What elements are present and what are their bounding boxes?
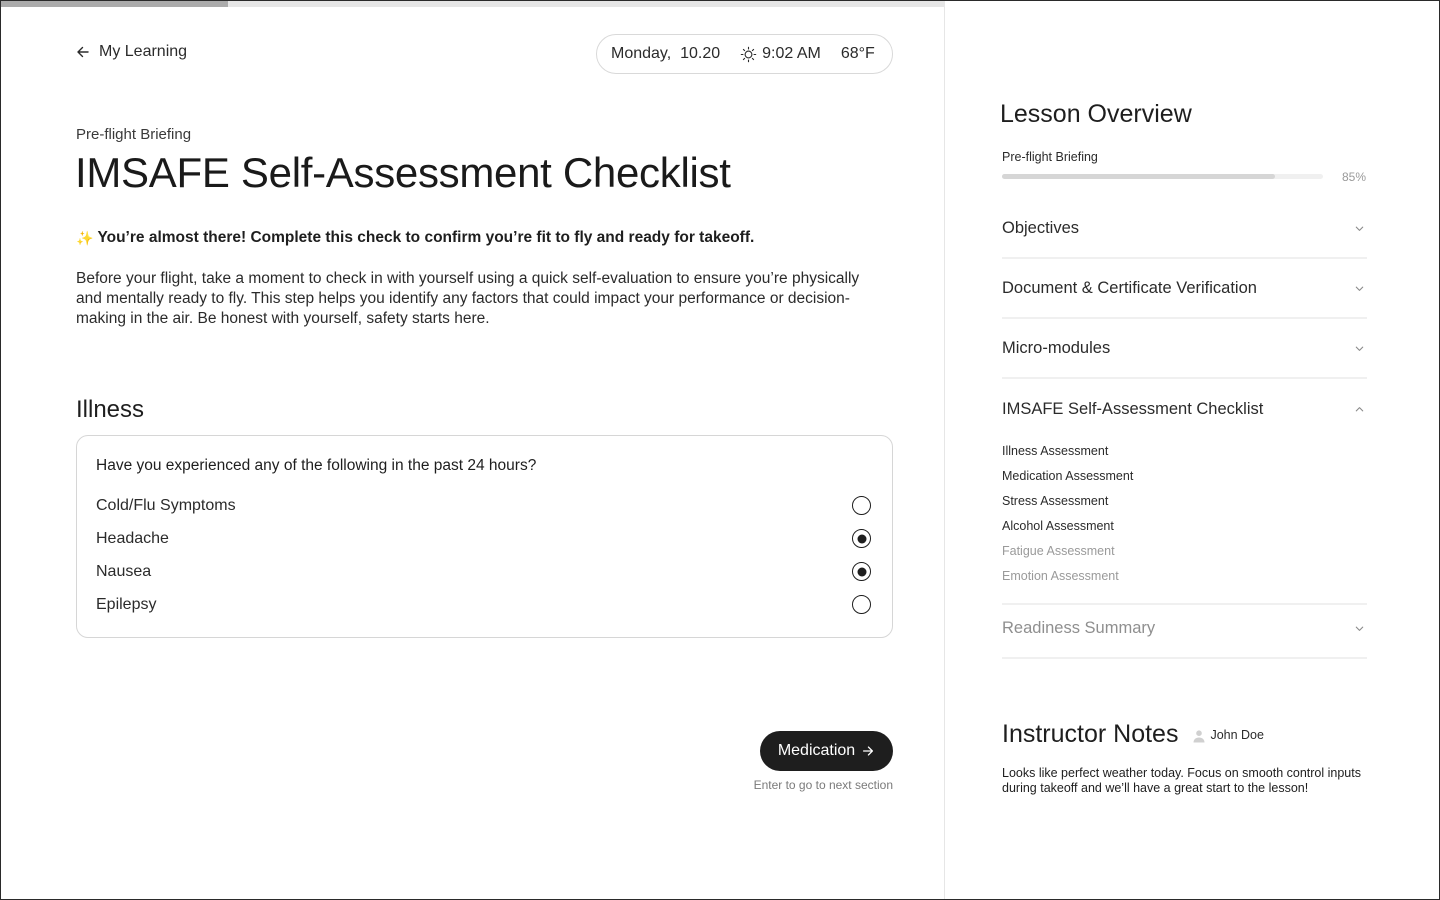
accordion-label: IMSAFE Self-Assessment Checklist <box>1002 399 1264 418</box>
lesson-progress-fill <box>1 1 228 7</box>
accordion-header-objectives[interactable] <box>1002 199 1367 259</box>
time-text: 9:02 AM <box>762 45 821 62</box>
main-content <box>1 1 945 899</box>
instructor-name: John Doe <box>1210 728 1264 742</box>
radio-button[interactable] <box>852 529 871 548</box>
date-text: Monday, 10.20 <box>611 45 721 62</box>
subsection-illness[interactable]: Illness Assessment <box>1002 444 1109 458</box>
option-headache[interactable] <box>96 522 872 555</box>
encouragement-callout <box>76 229 754 247</box>
subsection-emotion[interactable]: Emotion Assessment <box>1002 569 1119 583</box>
question-card <box>76 435 893 638</box>
instructor-notes-body: Looks like perfect weather today. Focus on smooth control inputs during takeoff and we’ll have a great start to the lesson! <box>1002 766 1361 795</box>
keyboard-hint: Enter to go to next section <box>753 778 893 792</box>
arrow-right-icon <box>861 744 875 758</box>
subsection-fatigue[interactable]: Fatigue Assessment <box>1002 544 1115 558</box>
chevron-down-icon <box>1354 623 1365 634</box>
accordion-header-documents[interactable] <box>1002 259 1367 319</box>
lesson-progress-percent: 85% <box>1341 170 1366 184</box>
lesson-overview-sidebar <box>945 1 1439 899</box>
lesson-overview-progress-fill <box>1002 174 1275 179</box>
accordion-label: Document & Certificate Verification <box>1002 278 1257 297</box>
option-label: Epilepsy <box>96 595 157 613</box>
lesson-eyebrow: Pre-flight Briefing <box>76 126 192 143</box>
subsection-alcohol[interactable]: Alcohol Assessment <box>1002 519 1114 533</box>
chevron-down-icon <box>1354 343 1365 354</box>
accordion-label: Objectives <box>1002 218 1080 237</box>
radio-button[interactable] <box>852 595 871 614</box>
user-icon <box>1192 729 1206 743</box>
sparkles-icon: ✨ <box>76 229 94 246</box>
chevron-down-icon <box>1354 283 1365 294</box>
radio-button[interactable] <box>852 496 871 515</box>
accordion-header-imsafe[interactable] <box>1002 379 1367 439</box>
option-label: Headache <box>96 529 169 547</box>
option-label: Nausea <box>96 562 152 580</box>
temperature-text: 68°F <box>840 45 875 62</box>
accordion-header-micro-modules[interactable] <box>1002 319 1367 379</box>
imsafe-subsections <box>1002 439 1367 605</box>
instructor-author <box>1192 728 1264 742</box>
radio-button[interactable] <box>852 562 871 581</box>
lesson-overview-progress-bar <box>1002 174 1323 179</box>
page-title: IMSAFE Self-Assessment Checklist <box>75 149 731 196</box>
option-nausea[interactable] <box>96 555 872 588</box>
option-label: Cold/Flu Symptoms <box>96 496 236 514</box>
subsection-stress[interactable]: Stress Assessment <box>1002 494 1109 508</box>
option-epilepsy[interactable] <box>96 588 872 621</box>
back-to-my-learning-link[interactable] <box>75 43 187 61</box>
next-section-button[interactable] <box>760 731 893 771</box>
option-cold-flu[interactable] <box>96 489 872 522</box>
next-button-label: Medication <box>777 742 856 759</box>
accordion-imsafe <box>1002 379 1367 605</box>
date-weather-pill <box>596 34 893 74</box>
lesson-progress-bar <box>1 1 945 7</box>
accordion-label: Readiness Summary <box>1002 618 1156 637</box>
subsection-medication[interactable]: Medication Assessment <box>1002 469 1134 483</box>
lesson-progress-label: Pre-flight Briefing <box>1002 150 1098 164</box>
callout-text: You’re almost there! Complete this check to confirm you’re fit to fly and ready for takeoff. <box>97 229 755 246</box>
intro-paragraph: Before your flight, take a moment to check in with yourself using a quick self-evaluation to ensure you’re physically and mentally ready to fly. This step helps you identify any factors that could impact your performance or decision-making in the air. Be honest with yourself, safety starts here. <box>76 270 860 327</box>
section-title: Illness <box>76 396 145 423</box>
chevron-up-icon <box>1354 404 1365 415</box>
accordion-label: Micro-modules <box>1002 338 1111 357</box>
accordion-header-readiness-summary[interactable] <box>1002 599 1367 659</box>
arrow-left-icon <box>75 44 91 60</box>
sun-icon <box>740 46 757 63</box>
back-link-label: My Learning <box>99 43 188 60</box>
question-text: Have you experienced any of the following in the past 24 hours? <box>96 457 537 474</box>
accordion-documents <box>1002 259 1367 319</box>
accordion-objectives <box>1002 199 1367 259</box>
instructor-notes-title: Instructor Notes <box>1002 720 1179 748</box>
lesson-overview-title: Lesson Overview <box>1000 100 1192 128</box>
instructor-notes-header <box>1002 720 1264 749</box>
accordion-readiness-summary <box>1002 599 1367 659</box>
accordion-micro-modules <box>1002 319 1367 379</box>
chevron-down-icon <box>1354 223 1365 234</box>
